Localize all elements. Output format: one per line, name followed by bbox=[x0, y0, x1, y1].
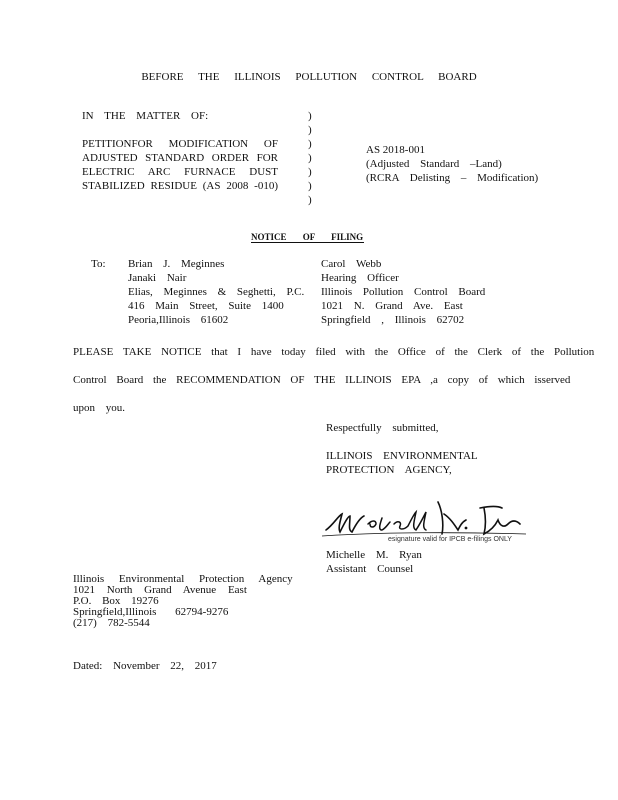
address-line: Illinois Pollution Control Board bbox=[321, 286, 486, 298]
case-type: (Adjusted Standard –Land) bbox=[366, 158, 502, 170]
recipient-address-right bbox=[321, 257, 485, 327]
signer-name: Michelle M. Ryan bbox=[326, 549, 422, 561]
body-line: PLEASE TAKE NOTICE that I have today filed with the Office of the Clerk of the Pollution bbox=[73, 346, 595, 358]
paren: ) bbox=[308, 110, 312, 122]
agency-address bbox=[73, 574, 293, 629]
signature-block bbox=[326, 421, 478, 477]
address-line: (217) 782-5544 bbox=[73, 617, 150, 629]
paren: ) bbox=[308, 194, 312, 206]
address-line: Elias, Meginnes & Seghetti, P.C. bbox=[128, 286, 305, 298]
closing-text: Respectfully submitted, bbox=[326, 422, 439, 434]
address-line: Peoria,Illinois 61602 bbox=[128, 314, 229, 326]
address-line: 1021 North Grand Avenue East bbox=[73, 584, 247, 596]
caption-line: IN THE MATTER OF: bbox=[82, 110, 209, 122]
address-line: 1021 N. Grand Ave. East bbox=[321, 300, 463, 312]
case-number-block bbox=[366, 143, 538, 185]
signer-title: Assistant Counsel bbox=[326, 563, 414, 575]
case-number: AS 2018-001 bbox=[366, 144, 425, 156]
caption-line: ELECTRIC ARC FURNACE DUST bbox=[82, 166, 278, 178]
address-line: Springfield,Illinois 62794-9276 bbox=[73, 606, 229, 618]
signer-block bbox=[326, 548, 422, 576]
address-line: Springfield , Illinois 62702 bbox=[321, 314, 465, 326]
address-line: Hearing Officer bbox=[321, 272, 399, 284]
heading-underline bbox=[251, 242, 364, 243]
caption-line: STABILIZED RESIDUE (AS 2008 -010) bbox=[82, 180, 278, 192]
caption-line: ADJUSTED STANDARD ORDER FOR bbox=[82, 152, 278, 164]
address-line: Brian J. Meginnes bbox=[128, 258, 225, 270]
esignature-note: esignature valid for IPCB e-filings ONLY bbox=[388, 536, 512, 543]
address-line: Carol Webb bbox=[321, 258, 382, 270]
paren: ) bbox=[308, 166, 312, 178]
body-line: Control Board the RECOMMENDATION OF THE ILLINOIS EPA ,a copy of which isserved bbox=[73, 374, 571, 386]
to-label: To: bbox=[91, 258, 106, 270]
caption-parens bbox=[308, 109, 312, 207]
case-subtype: (RCRA Delisting – Modification) bbox=[366, 172, 539, 184]
org-line: PROTECTION AGENCY, bbox=[326, 464, 452, 476]
date-line: Dated: November 22, 2017 bbox=[73, 660, 217, 672]
recipient-address-left bbox=[128, 257, 304, 327]
paren: ) bbox=[308, 180, 312, 192]
address-line: Illinois Environmental Protection Agency bbox=[73, 573, 293, 585]
notice-heading: NOTICE OF FILING bbox=[251, 232, 364, 242]
caption-line bbox=[82, 123, 278, 137]
body-line: upon you. bbox=[73, 402, 125, 414]
caption-line: PETITIONFOR MODIFICATION OF bbox=[82, 138, 278, 150]
paren: ) bbox=[308, 152, 312, 164]
address-line: 416 Main Street, Suite 1400 bbox=[128, 300, 284, 312]
document-title: BEFORE THE ILLINOIS POLLUTION CONTROL BOARD bbox=[141, 71, 477, 83]
notice-body bbox=[73, 338, 595, 422]
address-line: P.O. Box 19276 bbox=[73, 595, 159, 607]
org-line: ILLINOIS ENVIRONMENTAL bbox=[326, 450, 478, 462]
case-caption-left bbox=[82, 109, 278, 193]
paren: ) bbox=[308, 138, 312, 150]
paren: ) bbox=[308, 124, 312, 136]
address-line: Janaki Nair bbox=[128, 272, 187, 284]
